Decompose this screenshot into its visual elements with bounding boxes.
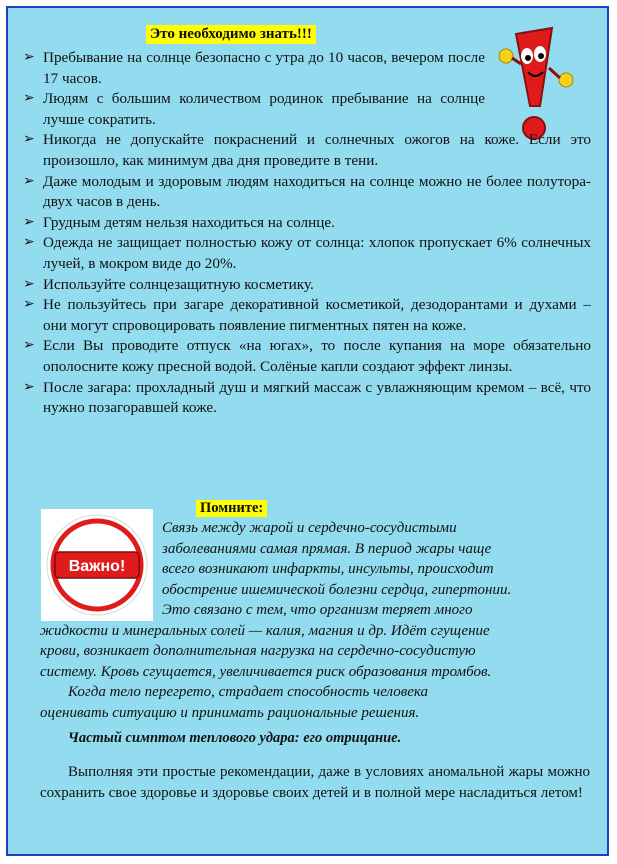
bullet-arrow-icon: ➢ xyxy=(23,379,35,395)
list-item: ➢ Людям с большим количеством родинок пребывание на солнце лучше сократить. xyxy=(23,90,485,128)
heatstroke-symptom-note: Частый симптом теплового удара: его отрицание. xyxy=(68,730,402,746)
list-item: ➢ Никогда не допускайте покраснений и солнечных ожогов на коже. Если это произошло, как минимум два дня проведите в тени. xyxy=(23,131,591,169)
health-paragraph xyxy=(40,518,590,723)
badge-label: Важно! xyxy=(68,558,126,575)
list-item: ➢ Одежда не защищает полностью кожу от солнца: хлопок пропускает 6% солнечных лучей, в мокром виде до 20%. xyxy=(23,234,591,272)
list-item: ➢ Пребывание на солнце безопасно с утра до 10 часов, вечером после 17 часов. xyxy=(23,49,485,87)
paragraph-line: Связь между жарой и сердечно-сосудистыми xyxy=(162,520,457,536)
bullet-arrow-icon: ➢ xyxy=(23,276,35,292)
tips-list xyxy=(23,48,591,419)
paragraph-line: крови, возникает дополнительная нагрузка на сердечно-сосудистую xyxy=(40,643,476,659)
list-item: ➢ Не пользуйтесь при загаре декоративной косметикой, дезодорантами и духами – они могут спровоцировать появление пигментных пятен на коже. xyxy=(23,296,591,334)
paragraph-line: Это связано с тем, что организм теряет много xyxy=(162,602,473,618)
paragraph-line: Когда тело перегрето, страдает способность человека xyxy=(68,684,429,700)
paragraph-line: заболеваниями самая прямая. В период жары чаще xyxy=(162,540,492,557)
list-item: ➢ Если Вы проводите отпуск «на югах», то после купания на море обязательно ополосните кожу пресной водой. Солёные капли создают эффект линзы. xyxy=(23,337,591,375)
paragraph-line: оценивать ситуацию и принимать рациональные решения. xyxy=(40,704,420,721)
paragraph-line: систему. Кровь сгущается, увеличивается риск образования тромбов. xyxy=(40,663,492,680)
bullet-arrow-icon: ➢ xyxy=(23,297,35,313)
bullet-arrow-icon: ➢ xyxy=(23,91,35,107)
list-item: ➢ Грудным детям нельзя находиться на солнце. xyxy=(23,213,591,234)
list-item: ➢ Даже молодым и здоровым людям находиться на солнце можно не более полутора-двух часов в день. xyxy=(23,172,591,211)
remember-label: Помните: xyxy=(196,500,267,517)
bullet-arrow-icon: ➢ xyxy=(23,338,35,354)
bullet-arrow-icon: ➢ xyxy=(23,173,35,189)
bullet-arrow-icon: ➢ xyxy=(23,50,35,65)
paragraph-line: обострение ишемической болезни сердца, гипертонии. xyxy=(162,581,512,598)
bullet-arrow-icon: ➢ xyxy=(23,235,35,251)
paragraph-line: всего возникают инфаркты, инсульты, происходит xyxy=(162,561,494,577)
page-title: Это необходимо знать!!! xyxy=(146,25,316,44)
paragraph-line: жидкости и минеральных солей — калия, магния и др. Идёт сгущение xyxy=(40,622,490,639)
list-item: ➢ После загара: прохладный душ и мягкий массаж с увлажняющим кремом – всё, что нужно позагоравшей коже. xyxy=(23,378,591,417)
bullet-arrow-icon: ➢ xyxy=(23,214,35,230)
list-item: ➢ Используйте солнцезащитную косметику. xyxy=(23,275,591,296)
closing-paragraph: Выполняя эти простые рекомендации, даже в условиях аномальной жары можно сохранить свое здоровье и здоровье своих детей и в полной мере насладиться летом! xyxy=(40,764,590,801)
bullet-arrow-icon: ➢ xyxy=(23,132,35,148)
